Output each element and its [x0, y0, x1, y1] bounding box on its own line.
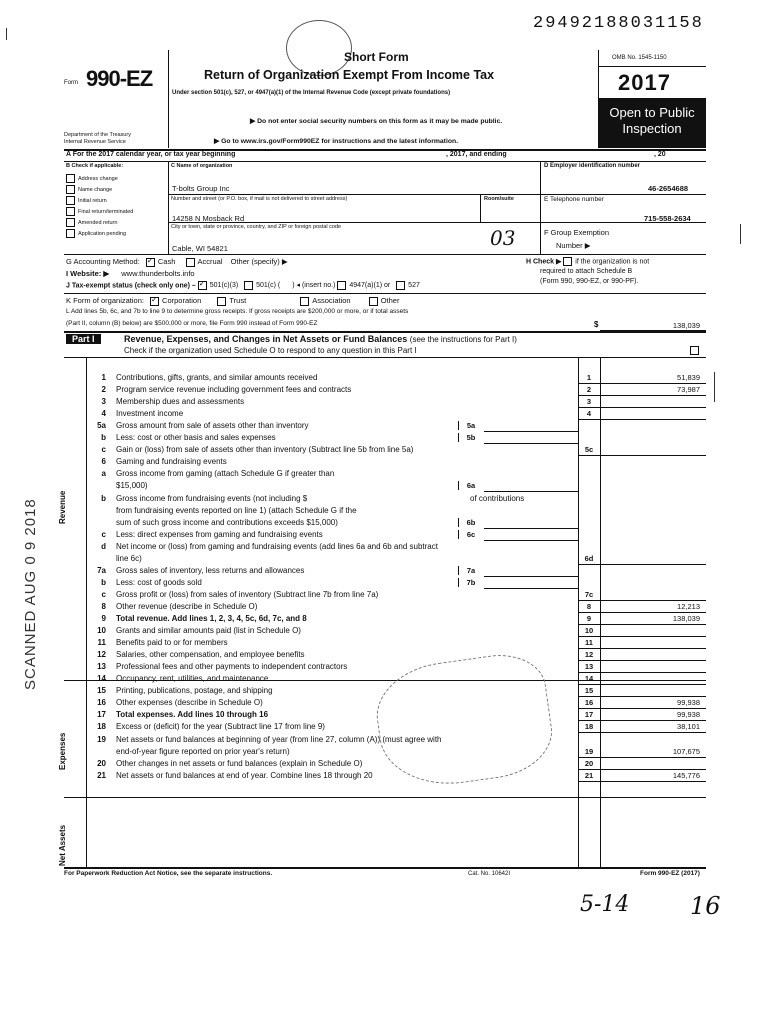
table-row: [0, 433, 770, 444]
line-description: Benefits paid to or for members: [116, 638, 228, 648]
line-amount-field[interactable]: 51,839: [677, 373, 700, 382]
line-description: Professional fees and other payments to independent contractors: [116, 662, 348, 672]
ein-value[interactable]: 46-2654688: [648, 184, 689, 193]
line-description: Gross sales of inventory, less returns and allowances: [116, 565, 305, 575]
checkbox-cash[interactable]: ✓ Cash: [146, 257, 176, 266]
line-description: Total expenses. Add lines 10 through 16: [116, 710, 269, 720]
line-amount-field[interactable]: 38,101: [677, 722, 700, 732]
line-number: 8: [101, 601, 106, 611]
line-description: Gain or (loss) from sale of assets other than inventory (Subtract line 5b from line 5a): [116, 445, 414, 455]
net-assets-side-label: Net Assets: [58, 824, 67, 866]
sub-line-box: 5a: [458, 421, 483, 430]
sub-line-box: 6c: [458, 530, 483, 539]
line-amount-field[interactable]: 12,213: [677, 601, 700, 611]
city-label: City or town, state or province, country, and ZIP or foreign postal code: [171, 224, 342, 230]
line-j: J Tax-exempt status (check only one) – ✓ 501(c)(3) 501(c) ( ) ◂ (insert no.) 4947(a)(1) or 527: [66, 281, 420, 290]
line-number: a: [101, 469, 106, 479]
table-row: [0, 602, 770, 613]
org-name[interactable]: T-bolts Group Inc: [172, 184, 230, 193]
phone-label: E Telephone number: [544, 196, 604, 203]
line-i: I Website: ▶ www.thunderbolts.info: [66, 269, 195, 278]
line-number: 5a: [97, 421, 106, 431]
checkbox-initial-return[interactable]: Initial return: [66, 196, 133, 207]
sub-line-amount-field[interactable]: [484, 518, 578, 529]
line-a-end: , 20: [654, 151, 666, 158]
line-box-number: 11: [585, 638, 593, 648]
revenue-side-label: Revenue: [58, 490, 67, 524]
checkbox-association[interactable]: Association: [300, 296, 350, 305]
line-description: sum of such gross income and contributions exceeds $15,000): [116, 517, 338, 527]
line-description: Less: direct expenses from gaming and fundraising events: [116, 529, 323, 539]
part-1-tag: Part I: [66, 334, 101, 344]
checkbox-accrual[interactable]: Accrual: [186, 257, 223, 266]
table-row: [0, 409, 770, 420]
table-row: [0, 614, 770, 625]
line-l-dollar: $: [594, 320, 599, 329]
line-description: Contributions, gifts, grants, and similar amounts received: [116, 373, 318, 382]
row-underline: [578, 648, 706, 649]
table-row: [0, 469, 770, 480]
line-box-number: 9: [586, 614, 592, 623]
table-row: [0, 494, 770, 505]
line-box-number: 1: [586, 373, 592, 382]
line-box-number: 17: [584, 710, 594, 720]
row-underline: [578, 696, 706, 697]
line-box-number: 7c: [584, 589, 594, 599]
margin-tick-icon: [740, 224, 741, 244]
row-underline: [578, 781, 706, 782]
line-a-label: A For the 2017 calendar year, or tax year beginning: [66, 151, 236, 158]
line-amount-field[interactable]: 107,675: [672, 746, 700, 756]
sub-line-box: 7b: [458, 578, 483, 587]
line-h: H Check ▶ if the organization is not required to attach Schedule B (Form 990, 990-EZ, or 990-PF).: [526, 258, 650, 286]
table-row: [0, 554, 770, 565]
document-number: 29492188031158: [533, 14, 704, 33]
street-label: Number and street (or P.O. box, if mail is not delivered to street address): [171, 196, 348, 202]
handwritten-mark-b: 16: [690, 892, 721, 920]
line-description: Excess or (deficit) for the year (Subtract line 17 from line 9): [116, 722, 325, 732]
sub-line-box: 6a: [458, 481, 483, 490]
line-number: 6: [101, 457, 106, 467]
line-number: 11: [97, 638, 106, 648]
line-description: end-of-year figure reported on prior year's return): [116, 746, 290, 756]
table-row: [0, 674, 770, 685]
checkbox-final-return[interactable]: Final return/terminated: [66, 207, 133, 218]
line-description: Gross income from gaming (attach Schedule G if greater than: [116, 469, 335, 479]
line-box-number: 21: [584, 770, 594, 780]
line-number: 15: [97, 686, 106, 696]
line-description: Less: cost or other basis and sales expenses: [116, 433, 276, 443]
line-number: 14: [97, 674, 106, 684]
sub-line-amount-field[interactable]: [484, 530, 578, 541]
tax-year: 2017: [618, 70, 671, 95]
table-row: [0, 373, 770, 384]
group-exemption-label: F Group Exemption: [544, 228, 610, 237]
line-number: c: [101, 529, 106, 539]
line-description: Gross amount from sale of assets other than inventory: [116, 421, 309, 431]
scanned-stamp: SCANNED AUG 0 9 2018: [22, 498, 39, 690]
other-method[interactable]: Other (specify) ▶: [230, 257, 288, 266]
room-suite-label: Room/suite: [484, 196, 514, 202]
line-description: Printing, publications, postage, and shipping: [116, 686, 273, 696]
row-underline: [578, 455, 706, 456]
line-number: c: [101, 589, 106, 599]
checkbox-application-pending[interactable]: Application pending: [66, 229, 133, 240]
line-number: c: [101, 445, 106, 455]
table-row: [0, 445, 770, 456]
line-number: 17: [97, 710, 106, 720]
line-description: Other changes in net assets or fund balances (explain in Schedule O): [116, 758, 363, 768]
catalog-number: Cat. No. 10642I: [468, 871, 511, 877]
line-box-number: 13: [584, 662, 594, 672]
sub-line-amount-field[interactable]: [484, 421, 578, 432]
line-box-number: 2: [586, 385, 592, 395]
table-row: [0, 506, 770, 517]
table-row: [0, 518, 770, 529]
phone-value[interactable]: 715-558-2634: [644, 214, 691, 223]
row-underline: [578, 720, 706, 721]
line-l-text-1: L Add lines 5b, 6c, and 7b to line 9 to determine gross receipts. If gross receipts are $200,000 or more, or if total assets: [66, 308, 409, 315]
city-state-zip[interactable]: Cable, WI 54821: [172, 244, 228, 253]
checkbox-4947[interactable]: 4947(a)(1) or: [337, 282, 390, 289]
checkbox-527[interactable]: 527: [396, 282, 420, 289]
part-1-schedule-o-check: Check if the organization used Schedule O to respond to any question in this Part I: [124, 346, 417, 355]
short-form-label: Short Form: [344, 50, 409, 64]
line-number: 16: [97, 698, 106, 708]
row-underline: [578, 769, 706, 770]
line-box-number: 3: [586, 397, 592, 407]
table-row: [0, 771, 770, 782]
line-description: $15,000): [116, 481, 148, 491]
form-title: Return of Organization Exempt From Income Tax: [204, 68, 495, 82]
line-description: Total revenue. Add lines 1, 2, 3, 4, 5c, 6d, 7c, and 8: [116, 614, 307, 623]
line-description: Net assets or fund balances at beginning of year (from line 27, column (A)) (must agree with: [116, 734, 442, 744]
line-description: Membership dues and assessments: [116, 397, 245, 407]
line-description: Other revenue (describe in Schedule O): [116, 601, 258, 611]
line-number: 13: [97, 662, 106, 672]
row-underline: [578, 708, 706, 709]
sub-line-amount-field[interactable]: [484, 566, 578, 577]
row-underline: [578, 407, 706, 408]
line-description: Gross income from fundraising events (not including $: [116, 493, 308, 503]
row-underline: [578, 600, 706, 601]
line-description: Occupancy, rent, utilities, and maintenance: [116, 674, 269, 684]
line-number: 2: [101, 385, 106, 395]
department-line-2: Internal Revenue Service: [64, 139, 126, 145]
line-description: Less: cost of goods sold: [116, 577, 202, 587]
table-row: [0, 421, 770, 432]
row-underline: [578, 383, 706, 384]
line-number: b: [101, 577, 106, 587]
gross-receipts-value[interactable]: 138,039: [672, 321, 700, 330]
row-underline: [578, 660, 706, 661]
footer-notice: For Paperwork Reduction Act Notice, see the separate instructions.: [64, 870, 273, 877]
table-row: [0, 662, 770, 673]
row-underline: [578, 395, 706, 396]
line-box-number: 18: [584, 722, 594, 732]
table-row: [0, 759, 770, 770]
line-box-number: 20: [584, 758, 594, 768]
row-underline: [578, 672, 706, 673]
checkbox-corporation[interactable]: ✓ Corporation: [150, 296, 201, 305]
row-underline: [578, 684, 706, 685]
checkbox-schedule-b[interactable]: [563, 257, 572, 266]
line-box-number: 8: [586, 601, 592, 611]
line-number: 10: [97, 626, 106, 636]
margin-tick-icon: [6, 28, 7, 40]
table-row: [0, 397, 770, 408]
line-description: Investment income: [116, 409, 184, 419]
line-description: Net income or (loss) from gaming and fundraising events (add lines 6a and 6b and subtract: [116, 541, 438, 551]
line-description: Other expenses (describe in Schedule O): [116, 698, 263, 708]
omb-number: OMB No. 1545-1150: [612, 55, 667, 61]
table-row: [0, 590, 770, 601]
ssn-warning: ▶ Do not enter social security numbers on this form as it may be made public.: [250, 118, 503, 125]
line-g: G Accounting Method: ✓ Cash Accrual Other (specify) ▶: [66, 257, 288, 267]
line-amount-field[interactable]: 73,987: [677, 385, 700, 395]
irs-link-note: ▶ Go to www.irs.gov/Form990EZ for instructions and the latest information.: [214, 138, 459, 145]
group-exemption-number[interactable]: Number ▶: [556, 241, 591, 250]
line-box-number: 16: [584, 698, 594, 708]
website-value[interactable]: www.thunderbolts.info: [121, 269, 195, 278]
form-label: Form: [64, 80, 78, 86]
sub-line-amount-field[interactable]: [484, 578, 578, 589]
line-box-number: 4: [586, 409, 592, 419]
part-1-title: Revenue, Expenses, and Changes in Net Assets or Fund Balances (see the instructions for Part I): [124, 334, 517, 344]
sub-line-amount-field[interactable]: [484, 481, 578, 492]
line-box-number: 19: [584, 746, 594, 756]
line-a-mid: , 2017, and ending: [446, 151, 507, 158]
checkbox-501c[interactable]: 501(c) (: [244, 282, 280, 289]
line-box-number: 15: [584, 686, 594, 696]
line-number: 4: [101, 409, 106, 419]
line-description-suffix: of contributions: [470, 493, 525, 503]
line-number: 3: [101, 397, 106, 407]
checkbox-501c3[interactable]: ✓ 501(c)(3): [198, 282, 238, 289]
line-box-number: 6d: [584, 553, 594, 563]
line-box-number: 10: [584, 626, 594, 636]
line-number: b: [101, 493, 106, 503]
checkbox-schedule-o[interactable]: [690, 346, 702, 355]
line-description: Salaries, other compensation, and employee benefits: [116, 650, 305, 660]
row-underline: [578, 732, 706, 733]
line-number: 20: [97, 758, 106, 768]
line-amount-field[interactable]: 99,938: [677, 698, 700, 708]
street-address[interactable]: 14258 N Mosback Rd: [172, 214, 245, 223]
line-box-number: 12: [584, 650, 594, 660]
sub-line-box: 6b: [458, 518, 483, 527]
line-box-number: 5c: [584, 445, 594, 455]
margin-tick-icon: [714, 372, 715, 402]
line-description: Program service revenue including government fees and contracts: [116, 385, 352, 395]
line-number: 21: [97, 770, 106, 780]
checkbox-amended-return[interactable]: Amended return: [66, 218, 133, 229]
table-row: [0, 530, 770, 541]
line-number: 12: [97, 650, 106, 660]
line-description: Grants and similar amounts paid (list in Schedule O): [116, 626, 301, 636]
form-subtitle: Under section 501(c), 527, or 4947(a)(1) of the Internal Revenue Code (except private foundations): [172, 90, 451, 96]
row-underline: [578, 419, 706, 420]
table-row: [0, 626, 770, 637]
line-number: 19: [97, 734, 106, 744]
line-amount-field[interactable]: 99,938: [677, 710, 700, 720]
line-description: Net assets or fund balances at end of year. Combine lines 18 through 20: [116, 770, 373, 780]
handwritten-code: 03: [490, 226, 516, 250]
handwritten-mark-a: 5-14: [580, 892, 630, 917]
line-description: Gross profit or (loss) from sales of inventory (Subtract line 7b from line 7a): [116, 589, 379, 599]
table-row: [0, 650, 770, 661]
line-l-text-2: (Part II, column (B) below) are $500,000 or more, file Form 990 instead of Form 990-EZ: [66, 320, 318, 327]
table-row: [0, 638, 770, 649]
checkbox-other[interactable]: Other: [369, 296, 400, 305]
line-number: 18: [97, 722, 106, 732]
section-b-checklist: [66, 174, 133, 240]
expenses-side-label: Expenses: [58, 732, 67, 770]
line-amount-field[interactable]: 138,039: [672, 614, 700, 623]
line-box-number: 14: [584, 674, 594, 684]
form-number: 990-EZ: [86, 66, 153, 91]
org-name-label: C Name of organization: [171, 163, 233, 169]
ein-label: D Employer identification number: [544, 163, 641, 169]
table-row: [0, 481, 770, 492]
line-number: 1: [101, 373, 106, 382]
table-row: [0, 385, 770, 396]
row-underline: [578, 757, 706, 758]
line-number: d: [101, 541, 106, 551]
sub-line-box: 5b: [458, 433, 483, 442]
table-row: [0, 457, 770, 468]
row-underline: [578, 564, 706, 565]
line-description: from fundraising events reported on line 1) (attach Schedule G if the: [116, 505, 357, 515]
table-row: [0, 542, 770, 553]
line-number: 9: [101, 614, 106, 623]
department-line-1: Department of the Treasury: [64, 132, 131, 138]
row-underline: [578, 624, 706, 625]
footer-form-id: Form 990-EZ (2017): [640, 870, 700, 877]
table-row: [0, 566, 770, 577]
row-underline: [578, 612, 706, 613]
line-k: K Form of organization: ✓ Corporation Trust Association Other: [66, 296, 399, 306]
department: [64, 132, 131, 146]
open-public-banner: Open to Public Inspection: [598, 98, 706, 148]
line-amount-field[interactable]: 145,776: [672, 770, 700, 780]
line-number: b: [101, 433, 106, 443]
table-row: [0, 578, 770, 589]
section-b-title: B Check if applicable:: [66, 163, 124, 169]
row-underline: [578, 636, 706, 637]
checkbox-address-change[interactable]: Address change: [66, 174, 133, 185]
checkbox-name-change[interactable]: Name change: [66, 185, 133, 196]
line-description: Gaming and fundraising events: [116, 457, 227, 467]
sub-line-amount-field[interactable]: [484, 433, 578, 444]
line-number: 7a: [97, 565, 106, 575]
line-description: line 6c): [116, 553, 142, 563]
checkbox-trust[interactable]: Trust: [217, 296, 246, 305]
sub-line-box: 7a: [458, 566, 483, 575]
